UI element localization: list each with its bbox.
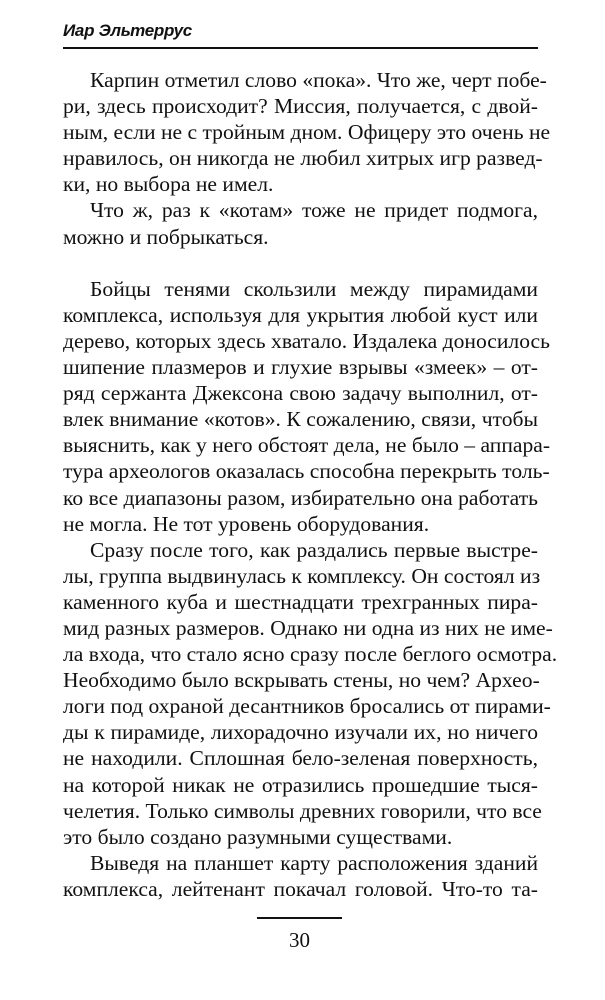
text-line: комплекса, используя для укрытия любой куст или xyxy=(63,302,538,327)
text-line: тура археологов оказалась способна перекрыть толь- xyxy=(63,459,550,484)
paragraph xyxy=(63,276,551,537)
text-line: на которой никак не отразились прошедшие тыся- xyxy=(63,772,538,797)
text-line: каменного куба и шестнадцати трехгранных пира- xyxy=(63,589,538,614)
text-line: Что ж, раз к «котам» тоже не придет подмога, xyxy=(90,198,538,223)
text-line: Необходимо было вскрывать стены, но чем? Архео- xyxy=(63,668,540,693)
text-line: ри, здесь происходит? Миссия, получается, с двой- xyxy=(63,94,538,119)
section-break xyxy=(63,250,538,276)
text-line: влек внимание «котов». К сожалению, связи, чтобы xyxy=(63,407,538,432)
text-line: мид разных размеров. Однако ни одна из них не име- xyxy=(63,615,553,640)
footer-rule xyxy=(257,917,342,919)
text-line: Сразу после того, как раздались первые выстре- xyxy=(90,537,538,562)
text-line: логи под охраной десантников бросались от пирами- xyxy=(63,694,551,719)
text-line: комплекса, лейтенант покачал головой. Что-то та- xyxy=(63,876,538,901)
text-line: не находили. Сплошная бело-зеленая поверхность, xyxy=(63,746,538,771)
text-line: шипение плазмеров и глухие взрывы «змеек» – от- xyxy=(63,355,538,380)
paragraph xyxy=(63,67,551,197)
text-line: ряд сержанта Джексона свою задачу выполнил, от- xyxy=(63,381,538,406)
author-name: Иар Эльтеррус xyxy=(63,21,192,40)
paragraph xyxy=(63,197,538,249)
running-head xyxy=(63,18,538,49)
text-line: нравилось, он никогда не любил хитрых игр развед- xyxy=(63,146,543,171)
text-line: можно и побрыкаться. xyxy=(63,224,269,249)
text-line: дерево, которых здесь хватало. Издалека доносилось xyxy=(63,328,550,353)
text-line: ла входа, что стало ясно сразу после беглого осмотра. xyxy=(63,642,558,667)
paragraph xyxy=(63,537,558,850)
body-text xyxy=(63,67,558,902)
text-line: Выведя на планшет карту расположения зданий xyxy=(90,850,538,875)
text-line: Бойцы тенями скользили между пирамидами xyxy=(90,276,538,301)
text-line: ды к пирамиде, лихорадочно изучали их, но ничего xyxy=(63,720,538,745)
text-line: ки, но выбора не имел. xyxy=(63,172,274,197)
page-number: 30 xyxy=(289,928,310,952)
text-line: Карпин отметил слово «пока». Что же, черт побе- xyxy=(90,68,547,92)
text-line: ным, если не с тройным дном. Офицеру это очень не xyxy=(63,120,551,145)
paragraph xyxy=(63,850,538,902)
text-line: челетия. Только символы древних говорили, что все xyxy=(63,798,542,823)
text-line: ко все диапазоны разом, избирательно она работать xyxy=(63,485,538,510)
text-line: лы, группа выдвинулась к комплексу. Он состоял из xyxy=(63,563,541,588)
text-line: это было создано разумными существами. xyxy=(63,824,453,849)
text-line: не могла. Не тот уровень оборудования. xyxy=(63,511,430,536)
text-line: выяснить, как у него обстоят дела, не было – аппара- xyxy=(63,433,551,458)
